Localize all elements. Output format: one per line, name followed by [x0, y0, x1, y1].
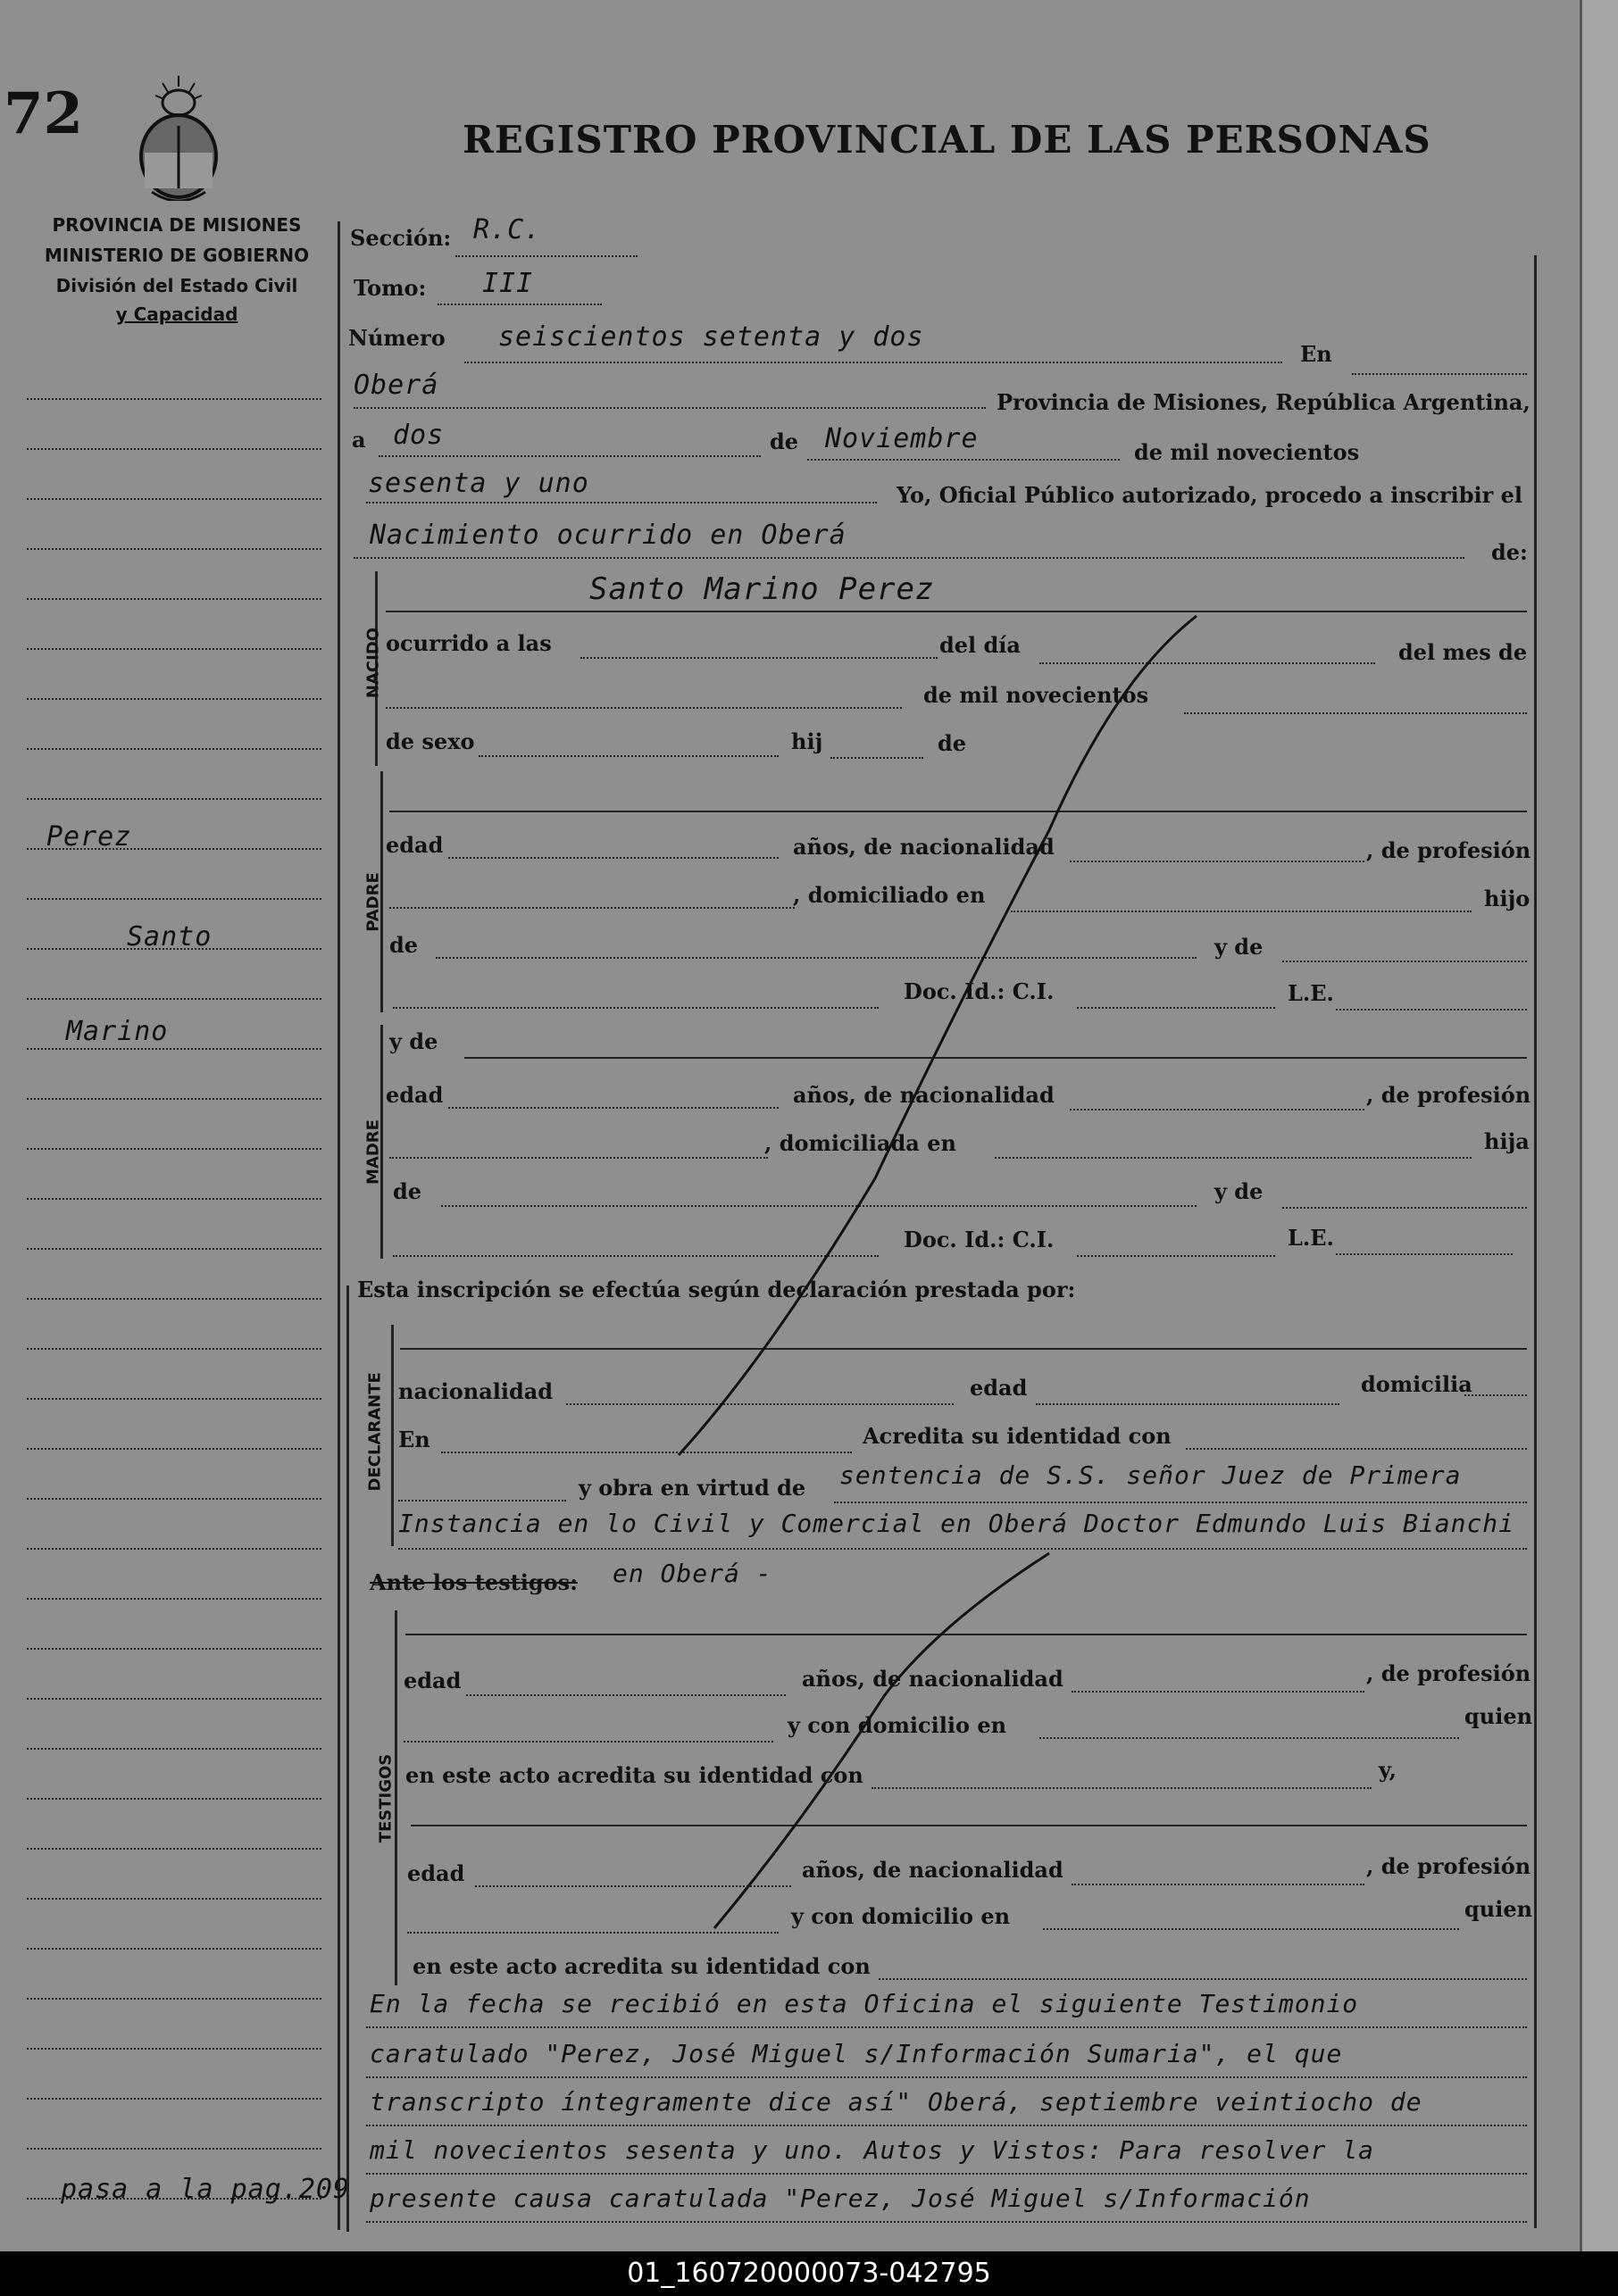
declarante-edad-label: edad: [970, 1375, 1028, 1401]
tomo-value: III: [482, 268, 534, 299]
testigo1-prof-label: , de profesión: [1366, 1660, 1531, 1686]
madre-hija-label: hija: [1484, 1128, 1530, 1154]
margin-rule: [27, 2198, 321, 2200]
declarante-dom-label: domicilia: [1361, 1371, 1472, 1397]
note-line5: presente causa caratulada "Perez, José Miguel s/Información: [370, 2184, 1311, 2213]
margin-rule: [27, 898, 321, 900]
madre-edad-label: edad: [386, 1082, 444, 1108]
margin-rule: [27, 448, 321, 450]
mes-value: Noviembre: [825, 423, 979, 454]
margin-rule: [27, 1848, 321, 1850]
margin-second-name: Marino: [66, 1016, 169, 1047]
testigo2-dom-label: y con domicilio en: [791, 1903, 1011, 1929]
margin-first-name: Santo: [127, 921, 213, 953]
margin-rule: [27, 1398, 321, 1400]
sentencia-line2: Instancia en lo Civil y Comercial en Oberá Doctor Edmundo Luis Bianchi: [398, 1509, 1515, 1538]
a-label: a: [352, 427, 366, 453]
declarante-nac-label: nacionalidad: [398, 1378, 554, 1404]
margin-rule: [27, 1948, 321, 1950]
en-label: En: [1300, 341, 1332, 367]
margin-rule: [27, 1748, 321, 1750]
document-title: REGISTRO PROVINCIAL DE LAS PERSONAS: [463, 118, 1431, 162]
padre-de-label: de: [389, 932, 419, 958]
padre-yde-label: y de: [1214, 934, 1264, 960]
margin-rule: [27, 1248, 321, 1250]
declarante-obra-label: y obra en virtud de: [579, 1475, 806, 1501]
margin-rule: [27, 1548, 321, 1550]
testigo1-edad-label: edad: [404, 1668, 462, 1693]
margin-rule: [27, 2148, 321, 2150]
testigo1-nac-label: años, de nacionalidad: [802, 1666, 1063, 1692]
ante-testigos-label: Ante los testigos:: [370, 1569, 579, 1595]
header-ministry: MINISTERIO DE GOBIERNO: [44, 245, 310, 266]
madre-le-label: L.E.: [1288, 1225, 1334, 1251]
header-province: PROVINCIA DE MISIONES: [52, 214, 302, 236]
header-capacity: y Capacidad: [115, 304, 238, 325]
margin-rule: [27, 1448, 321, 1450]
note-line3: transcripto íntegramente dice así" Oberá, septiembre veintiocho de: [370, 2087, 1422, 2117]
margin-rule: [27, 648, 321, 650]
madre-de-label: de: [393, 1178, 422, 1204]
margin-rule: [27, 1148, 321, 1150]
de-label-2: de: [938, 730, 967, 756]
margin-rule: [27, 1198, 321, 1200]
margin-rule: [27, 698, 321, 700]
section-testigos: TESTIGOS: [376, 1753, 396, 1843]
margin-rule: [27, 1098, 321, 1100]
de-mil-label: de mil novecientos: [1134, 439, 1360, 465]
provincia-label: Provincia de Misiones, República Argentina,: [997, 389, 1530, 415]
madre-dom-label: , domiciliada en: [764, 1130, 956, 1156]
padre-hijo-label: hijo: [1484, 886, 1530, 911]
seccion-label: Sección:: [350, 225, 452, 251]
section-nacido: NACIDO: [363, 627, 383, 699]
numero-label: Número: [348, 325, 446, 351]
image-caption: 01_160720000073-042795: [0, 2251, 1618, 2296]
testigo2-nac-label: años, de nacionalidad: [802, 1857, 1063, 1883]
margin-surname: Perez: [46, 821, 132, 853]
declarante-acredita-label: Acredita su identidad con: [863, 1423, 1172, 1449]
tomo-label: Tomo:: [354, 275, 427, 301]
note-line4: mil novecientos sesenta y uno. Autos y Vistos: Para resolver la: [370, 2135, 1375, 2165]
de-label: de: [770, 428, 799, 454]
declarante-en-label: En: [398, 1427, 430, 1452]
section-padre: PADRE: [363, 872, 383, 932]
padre-edad-label: edad: [386, 832, 444, 858]
margin-rule: [27, 848, 321, 850]
madre-prof-label: , de profesión: [1366, 1082, 1531, 1108]
page-number: 72: [4, 80, 84, 147]
padre-doc-label: Doc. Id.: C.I.: [904, 978, 1055, 1004]
margin-rule: [27, 1998, 321, 2000]
acto-value: Nacimiento ocurrido en Oberá: [370, 520, 847, 551]
madre-yde-label: y de: [389, 1028, 438, 1054]
margin-rule: [27, 1798, 321, 1800]
header-division: División del Estado Civil: [55, 275, 298, 296]
margin-rule: [27, 998, 321, 1000]
hij-label: hij: [791, 728, 823, 754]
nombre-value: Santo Marino Perez: [589, 571, 935, 607]
de-sexo-label: de sexo: [386, 728, 475, 754]
numero-value: seiscientos setenta y dos: [498, 321, 924, 353]
margin-rule: [27, 1348, 321, 1350]
padre-prof-label: , de profesión: [1366, 837, 1531, 863]
testigo1-acredita-label: en este acto acredita su identidad con: [405, 1762, 863, 1788]
margin-rule: [27, 398, 321, 400]
margin-rule: [27, 1648, 321, 1650]
margin-rule: [27, 798, 321, 800]
note-line1: En la fecha se recibió en esta Oficina el siguiente Testimonio: [370, 1989, 1359, 2018]
sentencia-line1: sentencia de S.S. señor Juez de Primera: [839, 1460, 1462, 1490]
anio-value: sesenta y uno: [368, 468, 589, 499]
note-line2: caratulado "Perez, José Miguel s/Información Sumaria", el que: [370, 2039, 1343, 2068]
margin-rule: [27, 948, 321, 950]
testigo2-acredita-label: en este acto acredita su identidad con: [413, 1953, 871, 1979]
ocurrido-label: ocurrido a las: [386, 630, 552, 656]
margin-continues-note: pasa a la pag.209: [61, 2174, 351, 2205]
margin-rule: [27, 598, 321, 600]
margin-rule: [27, 2048, 321, 2050]
margin-rule: [27, 2098, 321, 2100]
margin-rule: [27, 498, 321, 500]
margin-rule: [27, 748, 321, 750]
margin-rule: [27, 1898, 321, 1900]
testigo2-prof-label: , de profesión: [1366, 1853, 1531, 1879]
section-declarante: DECLARANTE: [365, 1372, 385, 1492]
dia-value: dos: [393, 420, 445, 451]
testigo1-quien-label: quien: [1464, 1703, 1533, 1729]
margin-rule: [27, 548, 321, 550]
madre-doc-label: Doc. Id.: C.I.: [904, 1227, 1055, 1252]
padre-nac-label: años, de nacionalidad: [793, 834, 1055, 860]
testigo2-edad-label: edad: [407, 1860, 465, 1886]
margin-rule: [27, 1298, 321, 1300]
margin-rule: [27, 1698, 321, 1700]
margin-rule: [27, 1498, 321, 1500]
madre-y-de-label: y de: [1214, 1178, 1264, 1204]
seccion-value: R.C.: [473, 214, 542, 245]
inscripcion-label: Esta inscripción se efectúa según declaración prestada por:: [357, 1277, 1076, 1302]
testigo1-dom-label: y con domicilio en: [788, 1712, 1007, 1738]
madre-nac-label: años, de nacionalidad: [793, 1082, 1055, 1108]
de-colon-label: de:: [1491, 539, 1528, 565]
del-dia-label: del día: [939, 632, 1021, 658]
section-madre: MADRE: [363, 1119, 383, 1185]
lugar-value: Oberá: [354, 370, 439, 401]
padre-le-label: L.E.: [1288, 980, 1334, 1006]
margin-rule: [27, 1048, 321, 1050]
del-mes-label: del mes de: [1398, 639, 1528, 665]
yo-label: Yo, Oficial Público autorizado, procedo a inscribir el: [897, 482, 1523, 508]
testigo1-y-label: y,: [1379, 1757, 1397, 1783]
testigo2-quien-label: quien: [1464, 1896, 1533, 1922]
de-mil2-label: de mil novecientos: [923, 682, 1149, 708]
padre-dom-label: , domiciliado en: [793, 882, 986, 908]
margin-rule: [27, 1598, 321, 1600]
testigos-value: en Oberá -: [613, 1559, 772, 1588]
